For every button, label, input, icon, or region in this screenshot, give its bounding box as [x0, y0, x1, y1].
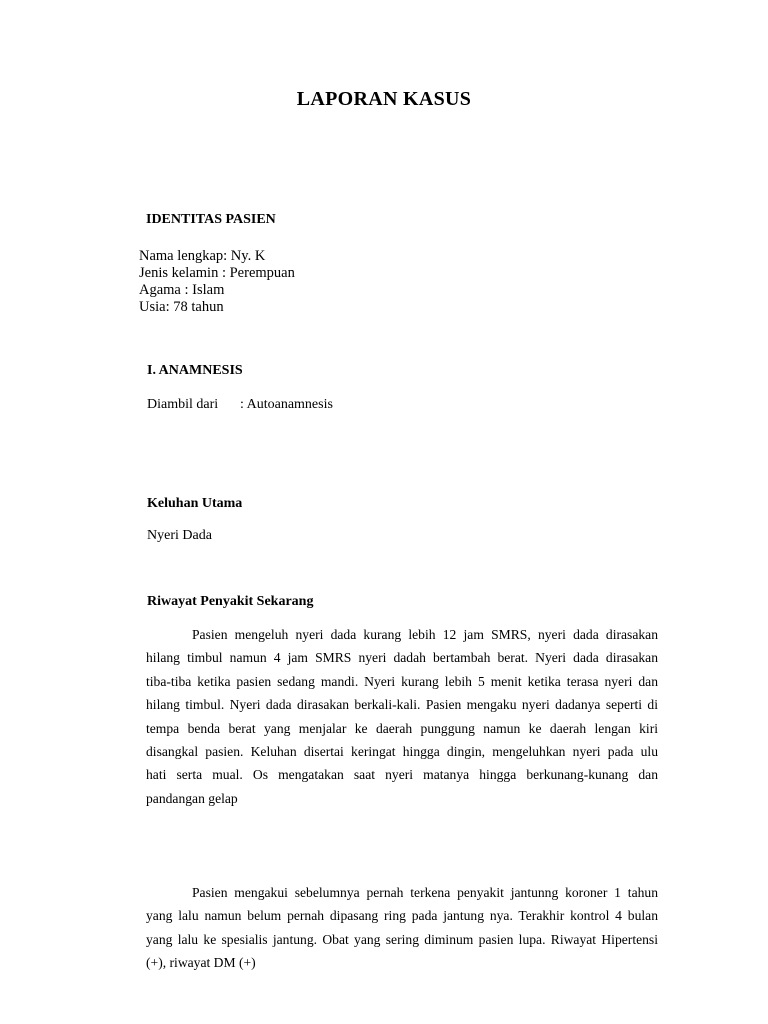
paragraph-line: Pasien mengakui sebelumnya pernah terkena penyakit jantunng koroner 1 tahun [192, 885, 658, 900]
diambil-dari-row [147, 397, 333, 413]
riwayat-paragraph-2 [146, 881, 658, 975]
paragraph-line: hilang timbul. Nyeri dada dirasakan berkali-kali. Pasien mengaku nyeri dadanya seperti di [146, 697, 658, 713]
keluhan-utama-heading: Keluhan Utama [147, 496, 243, 511]
identitas-jenis-kelamin: Jenis kelamin : Perempuan [139, 265, 295, 281]
identitas-block [139, 248, 295, 316]
paragraph-line: hilang timbul namun 4 jam SMRS nyeri dadah bertambah berat. Nyeri dada dirasakan [146, 650, 658, 666]
identitas-usia: Usia: 78 tahun [139, 299, 224, 315]
paragraph-line: tempa benda berat yang menjalar ke daerah punggung namun ke daerah lengan kiri [146, 720, 658, 736]
riwayat-paragraph-1 [146, 623, 658, 810]
riwayat-penyakit-heading: Riwayat Penyakit Sekarang [147, 594, 314, 609]
paragraph-line: pandangan gelap [146, 790, 238, 806]
document-title: LAPORAN KASUS [296, 88, 472, 110]
paragraph-line: tiba-tiba ketika pasien sedang mandi. Nyeri kurang lebih 5 menit ketika terasa nyeri dan [146, 673, 658, 689]
diambil-dari-label: Diambil dari [147, 397, 219, 412]
identitas-heading: IDENTITAS PASIEN [146, 212, 276, 227]
paragraph-line: disangkal pasien. Keluhan disertai keringat hingga dingin, mengeluhkan nyeri pada ulu [146, 744, 658, 760]
identitas-agama: Agama : Islam [139, 282, 225, 298]
diambil-dari-value: : Autoanamnesis [240, 397, 333, 412]
keluhan-utama-text: Nyeri Dada [147, 528, 212, 543]
paragraph-line: Pasien mengeluh nyeri dada kurang lebih 12 jam SMRS, nyeri dada dirasakan [192, 627, 658, 642]
paragraph-line: yang lalu namun belum pernah dipasang ring pada jantung nya. Terakhir kontrol 4 bulan [146, 908, 658, 924]
paragraph-line: hati serta mual. Os mengatakan saat nyeri matanya hingga berkunang-kunang dan [146, 767, 658, 783]
paragraph-line: yang lalu ke spesialis jantung. Obat yang sering diminum pasien lupa. Riwayat Hipertensi [146, 931, 658, 947]
anamnesis-heading: I. ANAMNESIS [147, 363, 243, 378]
paragraph-line: (+), riwayat DM (+) [146, 955, 256, 971]
identitas-nama: Nama lengkap: Ny. K [139, 248, 266, 264]
